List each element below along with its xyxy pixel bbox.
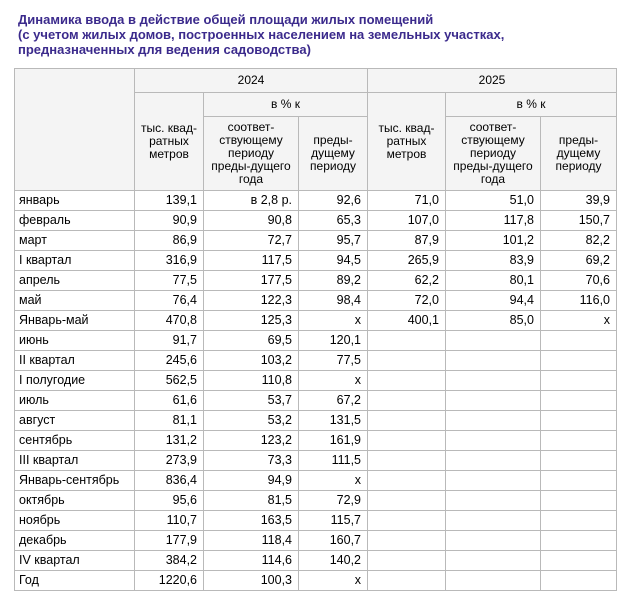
row-label: III квартал: [15, 451, 135, 471]
cell-2025-thousand: [368, 331, 446, 351]
cell-2025-prev-period: [541, 511, 617, 531]
table-row: [15, 291, 617, 311]
table-row: [15, 491, 617, 511]
table-row: [15, 471, 617, 491]
cell-2025-thousand: [368, 471, 446, 491]
cell-2025-thousand: 62,2: [368, 271, 446, 291]
cell-2024-thousand: 470,8: [135, 311, 204, 331]
cell-2024-thousand: 245,6: [135, 351, 204, 371]
cell-2024-prev-period: 92,6: [299, 191, 368, 211]
table-row: [15, 271, 617, 291]
cell-2025-prev-period: 116,0: [541, 291, 617, 311]
cell-2024-thousand: 91,7: [135, 331, 204, 351]
row-label: январь: [15, 191, 135, 211]
housing-table: [14, 68, 617, 591]
title-line-3: предназначенных для ведения садоводства): [18, 42, 311, 57]
cell-2024-same-period: 100,3: [204, 571, 299, 591]
cell-2024-thousand: 76,4: [135, 291, 204, 311]
table-row: [15, 371, 617, 391]
cell-2024-prev-period: 77,5: [299, 351, 368, 371]
cell-2024-prev-period: 65,3: [299, 211, 368, 231]
cell-2025-prev-period: [541, 431, 617, 451]
row-label: IV квартал: [15, 551, 135, 571]
cell-2025-same-period: [446, 491, 541, 511]
row-label: сентябрь: [15, 431, 135, 451]
cell-2025-prev-period: [541, 491, 617, 511]
cell-2024-same-period: 90,8: [204, 211, 299, 231]
cell-2025-same-period: 85,0: [446, 311, 541, 331]
cell-2024-thousand: 836,4: [135, 471, 204, 491]
table-row: [15, 231, 617, 251]
cell-2025-prev-period: [541, 531, 617, 551]
header-pct-2025: в % к: [446, 93, 617, 117]
cell-2024-same-period: 163,5: [204, 511, 299, 531]
cell-2025-thousand: [368, 451, 446, 471]
cell-2025-same-period: 117,8: [446, 211, 541, 231]
cell-2025-same-period: [446, 371, 541, 391]
table-row: [15, 391, 617, 411]
cell-2025-same-period: [446, 471, 541, 491]
cell-2024-same-period: 73,3: [204, 451, 299, 471]
cell-2024-same-period: 114,6: [204, 551, 299, 571]
cell-2024-prev-period: 115,7: [299, 511, 368, 531]
cell-2025-same-period: [446, 531, 541, 551]
cell-2024-same-period: 94,9: [204, 471, 299, 491]
cell-2025-thousand: [368, 391, 446, 411]
cell-2024-prev-period: 140,2: [299, 551, 368, 571]
cell-2025-same-period: [446, 351, 541, 371]
table-row: [15, 511, 617, 531]
row-label: апрель: [15, 271, 135, 291]
title-line-2: (с учетом жилых домов, построенных населением на земельных участках,: [18, 27, 505, 42]
cell-2025-same-period: [446, 331, 541, 351]
cell-2024-same-period: 117,5: [204, 251, 299, 271]
table-row: [15, 431, 617, 451]
cell-2025-prev-period: [541, 331, 617, 351]
cell-2025-same-period: [446, 431, 541, 451]
cell-2024-prev-period: 160,7: [299, 531, 368, 551]
header-same-period-2025: соответ-ствующему периоду преды-дущего года: [446, 117, 541, 191]
cell-2025-prev-period: 70,6: [541, 271, 617, 291]
cell-2025-prev-period: [541, 351, 617, 371]
cell-2025-thousand: [368, 431, 446, 451]
cell-2025-same-period: 83,9: [446, 251, 541, 271]
cell-2024-prev-period: 89,2: [299, 271, 368, 291]
cell-2024-prev-period: 120,1: [299, 331, 368, 351]
row-label: Январь-сентябрь: [15, 471, 135, 491]
cell-2025-thousand: [368, 531, 446, 551]
cell-2024-same-period: 118,4: [204, 531, 299, 551]
cell-2025-thousand: 87,9: [368, 231, 446, 251]
table-row: [15, 311, 617, 331]
cell-2025-same-period: [446, 451, 541, 471]
cell-2025-same-period: [446, 511, 541, 531]
table-row: [15, 331, 617, 351]
cell-2024-thousand: 139,1: [135, 191, 204, 211]
cell-2025-prev-period: [541, 551, 617, 571]
table-row: [15, 551, 617, 571]
cell-2024-prev-period: 161,9: [299, 431, 368, 451]
row-label: ноябрь: [15, 511, 135, 531]
cell-2025-thousand: [368, 411, 446, 431]
cell-2024-prev-period: 72,9: [299, 491, 368, 511]
cell-2025-prev-period: [541, 471, 617, 491]
cell-2025-prev-period: [541, 411, 617, 431]
cell-2025-thousand: 107,0: [368, 211, 446, 231]
cell-2024-thousand: 86,9: [135, 231, 204, 251]
row-label: май: [15, 291, 135, 311]
cell-2024-thousand: 81,1: [135, 411, 204, 431]
cell-2024-thousand: 177,9: [135, 531, 204, 551]
header-thousand-2025: тыс. квад-ратных метров: [368, 93, 446, 191]
cell-2025-same-period: 80,1: [446, 271, 541, 291]
cell-2025-thousand: [368, 371, 446, 391]
cell-2025-prev-period: [541, 451, 617, 471]
cell-2025-prev-period: 82,2: [541, 231, 617, 251]
table-row: [15, 251, 617, 271]
table-row: [15, 351, 617, 371]
row-label: Год: [15, 571, 135, 591]
cell-2025-prev-period: [541, 391, 617, 411]
cell-2024-same-period: 177,5: [204, 271, 299, 291]
header-pct-2024: в % к: [204, 93, 368, 117]
cell-2024-thousand: 95,6: [135, 491, 204, 511]
row-label: февраль: [15, 211, 135, 231]
row-label: II квартал: [15, 351, 135, 371]
cell-2025-same-period: 51,0: [446, 191, 541, 211]
cell-2024-same-period: 53,7: [204, 391, 299, 411]
row-label: июнь: [15, 331, 135, 351]
table-row: [15, 191, 617, 211]
cell-2024-same-period: в 2,8 р.: [204, 191, 299, 211]
row-label: июль: [15, 391, 135, 411]
cell-2024-prev-period: х: [299, 471, 368, 491]
cell-2024-prev-period: х: [299, 371, 368, 391]
title-line-1: Динамика ввода в действие общей площади жилых помещений: [18, 12, 434, 27]
table-row: [15, 531, 617, 551]
cell-2024-prev-period: 67,2: [299, 391, 368, 411]
cell-2024-thousand: 110,7: [135, 511, 204, 531]
cell-2024-same-period: 103,2: [204, 351, 299, 371]
cell-2024-same-period: 81,5: [204, 491, 299, 511]
cell-2025-same-period: [446, 551, 541, 571]
cell-2024-same-period: 125,3: [204, 311, 299, 331]
corner-cell: [15, 69, 135, 191]
cell-2025-thousand: [368, 571, 446, 591]
cell-2024-thousand: 384,2: [135, 551, 204, 571]
cell-2025-prev-period: [541, 371, 617, 391]
table-row: [15, 451, 617, 471]
cell-2024-same-period: 110,8: [204, 371, 299, 391]
cell-2025-thousand: [368, 511, 446, 531]
cell-2024-same-period: 53,2: [204, 411, 299, 431]
header-prev-period-2024: преды-дущему периоду: [299, 117, 368, 191]
cell-2025-same-period: 94,4: [446, 291, 541, 311]
cell-2024-prev-period: х: [299, 311, 368, 331]
table-row: [15, 571, 617, 591]
cell-2024-prev-period: х: [299, 571, 368, 591]
cell-2024-same-period: 69,5: [204, 331, 299, 351]
page-title: [18, 12, 618, 57]
header-same-period-2024: соответ-ствующему периоду преды-дущего года: [204, 117, 299, 191]
cell-2024-thousand: 316,9: [135, 251, 204, 271]
header-year-2024: 2024: [135, 69, 368, 93]
cell-2025-same-period: 101,2: [446, 231, 541, 251]
table-row: [15, 411, 617, 431]
row-label: I полугодие: [15, 371, 135, 391]
cell-2025-prev-period: 150,7: [541, 211, 617, 231]
row-label: март: [15, 231, 135, 251]
cell-2024-same-period: 123,2: [204, 431, 299, 451]
row-label: Январь-май: [15, 311, 135, 331]
cell-2024-prev-period: 131,5: [299, 411, 368, 431]
cell-2025-prev-period: 39,9: [541, 191, 617, 211]
header-prev-period-2025: преды-дущему периоду: [541, 117, 617, 191]
table-row: [15, 211, 617, 231]
row-label: декабрь: [15, 531, 135, 551]
cell-2025-prev-period: [541, 571, 617, 591]
cell-2025-thousand: 400,1: [368, 311, 446, 331]
cell-2025-thousand: [368, 351, 446, 371]
table-body: [15, 191, 617, 591]
cell-2024-same-period: 72,7: [204, 231, 299, 251]
cell-2024-thousand: 131,2: [135, 431, 204, 451]
cell-2025-prev-period: х: [541, 311, 617, 331]
cell-2024-thousand: 562,5: [135, 371, 204, 391]
cell-2025-thousand: 71,0: [368, 191, 446, 211]
cell-2025-same-period: [446, 571, 541, 591]
row-label: I квартал: [15, 251, 135, 271]
cell-2024-prev-period: 98,4: [299, 291, 368, 311]
row-label: август: [15, 411, 135, 431]
header-year-2025: 2025: [368, 69, 617, 93]
cell-2024-thousand: 77,5: [135, 271, 204, 291]
cell-2025-thousand: [368, 491, 446, 511]
cell-2025-thousand: [368, 551, 446, 571]
cell-2025-prev-period: 69,2: [541, 251, 617, 271]
header-thousand-2024: тыс. квад-ратных метров: [135, 93, 204, 191]
cell-2024-thousand: 90,9: [135, 211, 204, 231]
cell-2024-thousand: 61,6: [135, 391, 204, 411]
cell-2025-thousand: 265,9: [368, 251, 446, 271]
cell-2024-same-period: 122,3: [204, 291, 299, 311]
cell-2024-thousand: 273,9: [135, 451, 204, 471]
cell-2025-thousand: 72,0: [368, 291, 446, 311]
cell-2024-prev-period: 95,7: [299, 231, 368, 251]
cell-2024-thousand: 1220,6: [135, 571, 204, 591]
cell-2024-prev-period: 94,5: [299, 251, 368, 271]
cell-2025-same-period: [446, 391, 541, 411]
cell-2025-same-period: [446, 411, 541, 431]
row-label: октябрь: [15, 491, 135, 511]
cell-2024-prev-period: 111,5: [299, 451, 368, 471]
